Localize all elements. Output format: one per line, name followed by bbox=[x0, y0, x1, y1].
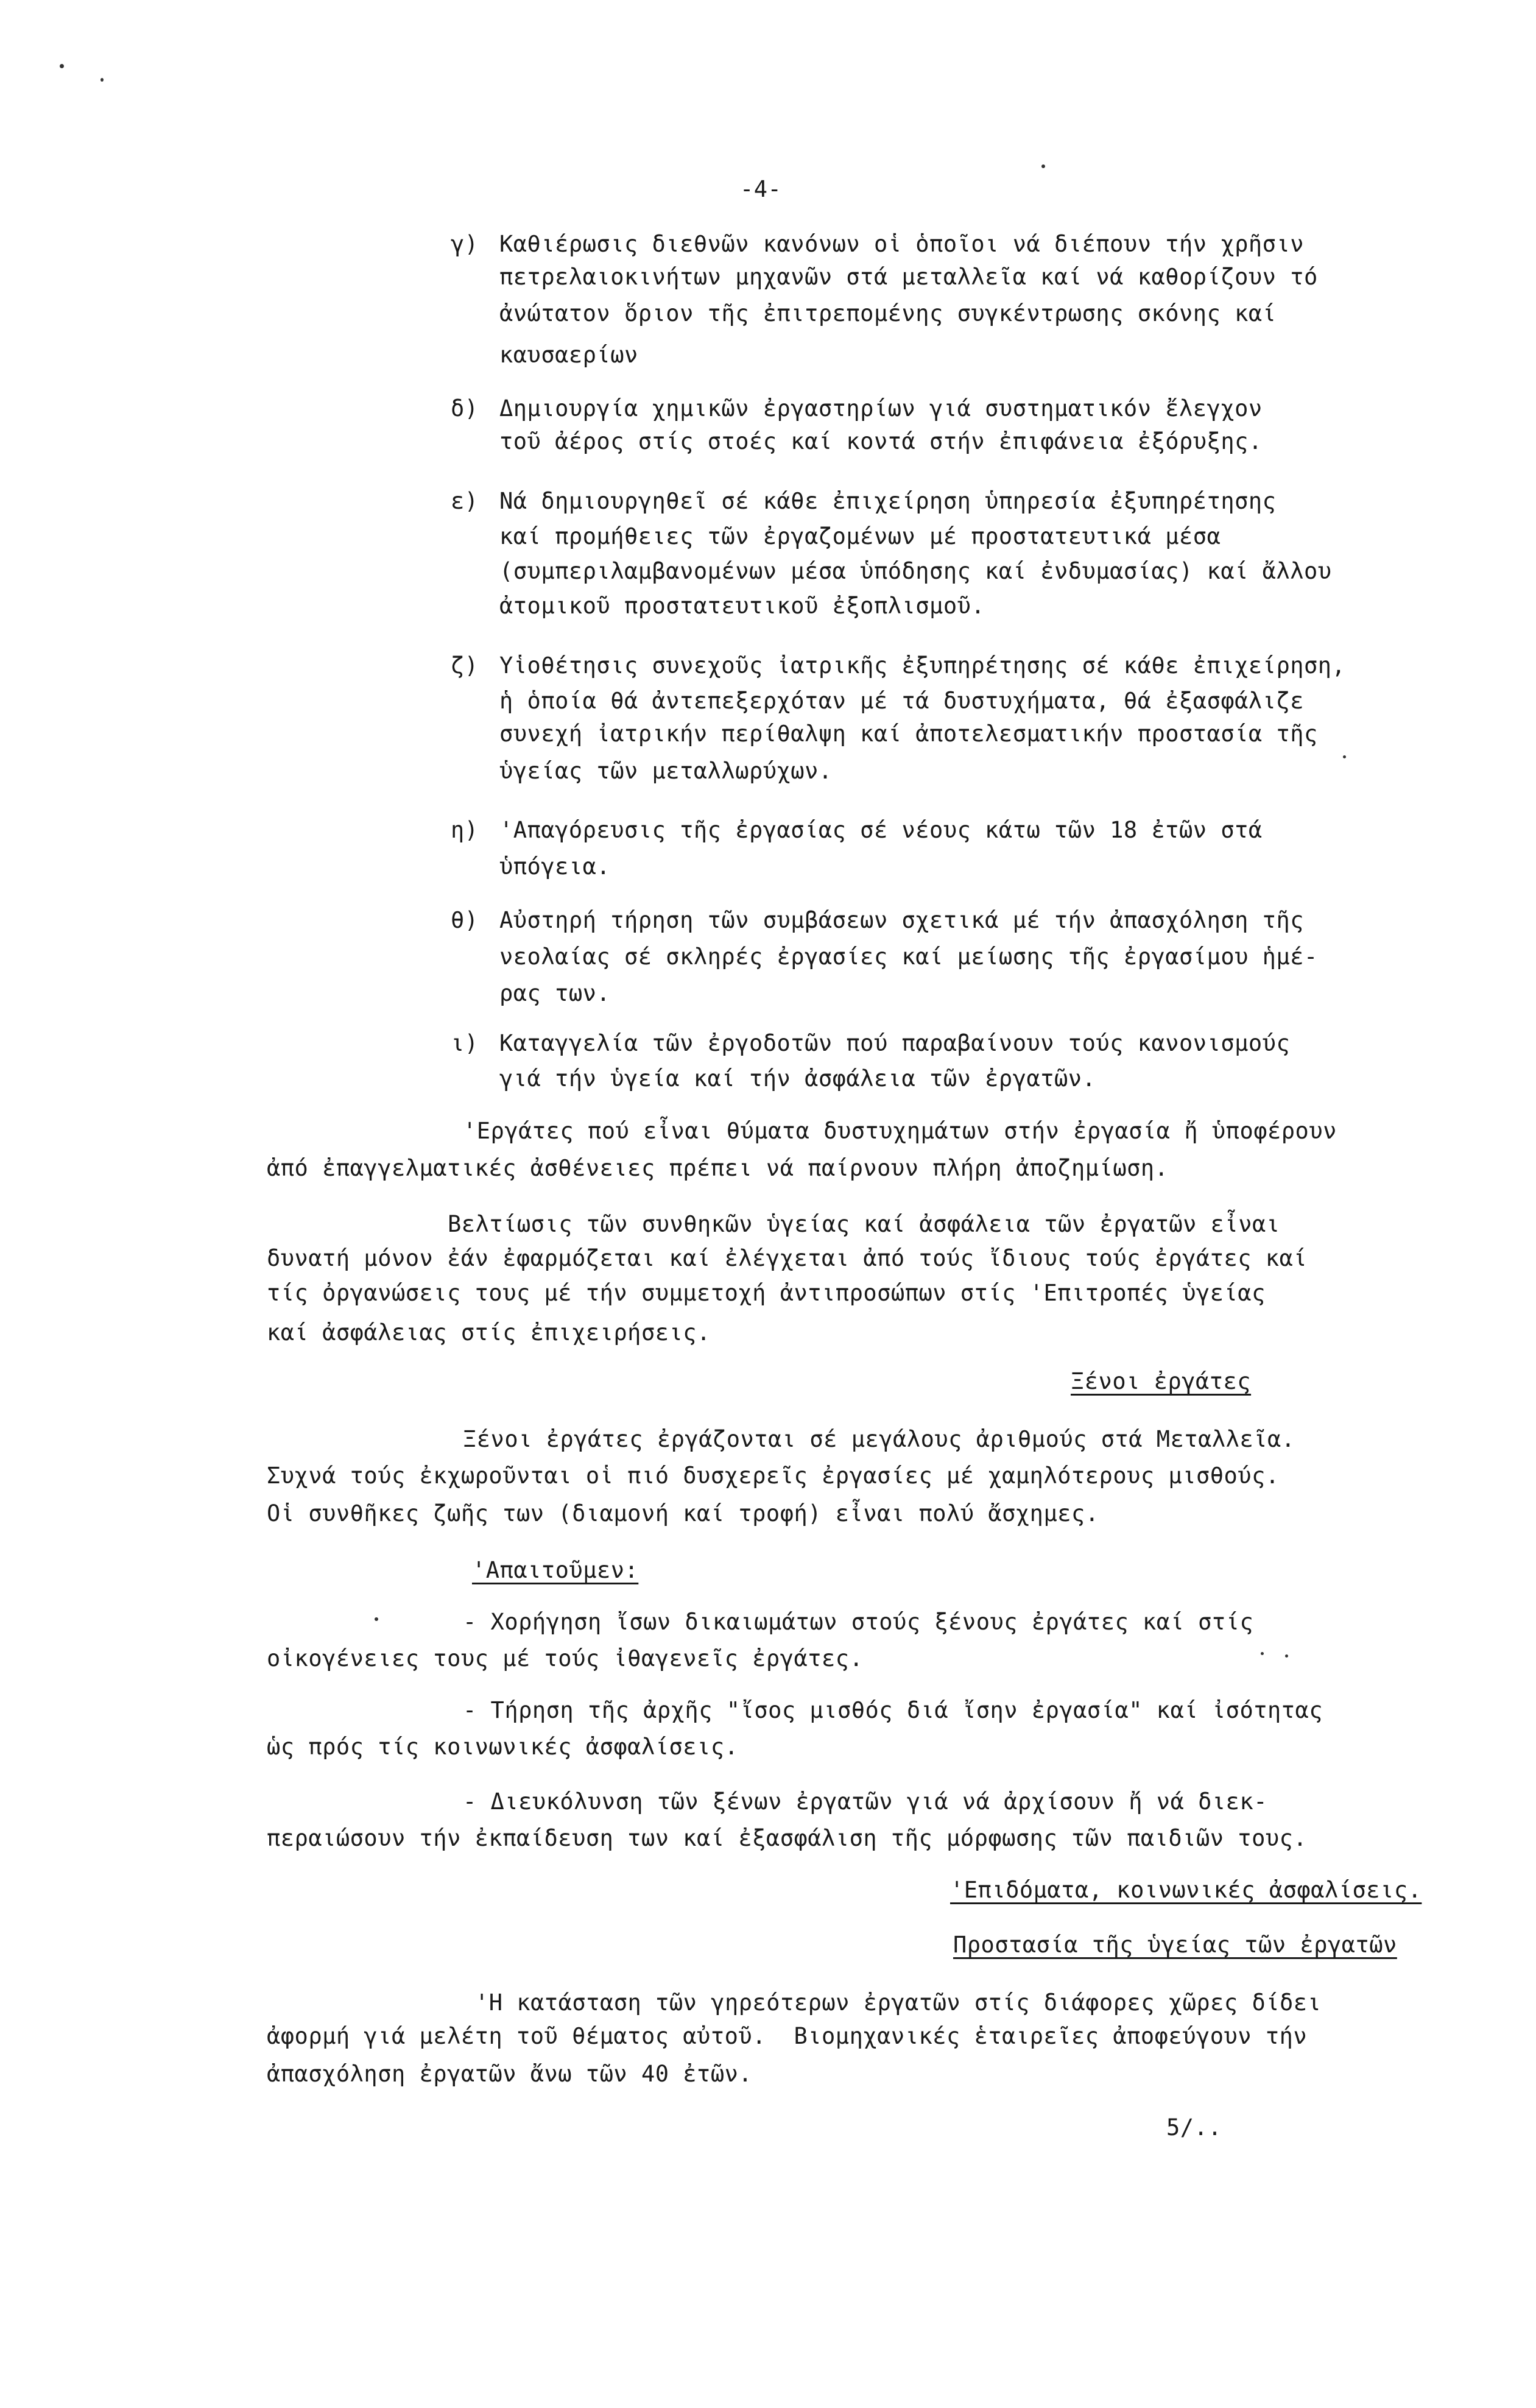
list-item-zeta-line-3: συνεχή ἰατρικήν περίθαλψη καί ἀποτελεσματικήν προστασία τῆς bbox=[499, 721, 1318, 747]
demand-2-line-2: ὡς πρός τίς κοινωνικές ἀσφαλίσεις. bbox=[267, 1734, 739, 1760]
list-item-epsilon-line-2: καί προμήθειες τῶν ἐργαζομένων μέ προστατευτικά μέσα bbox=[499, 523, 1221, 549]
heading-foreign-workers: Ξένοι ἐργάτες bbox=[1071, 1368, 1252, 1394]
paragraph-older-workers-line-3: ἀπασχόληση ἐργατῶν ἄνω τῶν 40 ἐτῶν. bbox=[267, 2061, 753, 2087]
list-item-zeta-marker: ζ) bbox=[451, 652, 479, 679]
scan-speck bbox=[1041, 164, 1045, 168]
list-item-epsilon-marker: ε) bbox=[451, 488, 479, 514]
list-item-zeta-line-4: ὑγείας τῶν μεταλλωρύχων. bbox=[499, 758, 833, 784]
paragraph-foreign-line-2: Συχνά τούς ἐκχωροῦνται οἱ πιό δυσχερεῖς ἐργασίες μέ χαμηλότερους μισθούς. bbox=[267, 1463, 1280, 1489]
paragraph-improvement-line-2: δυνατή μόνον ἐάν ἐφαρμόζεται καί ἐλέγχεται ἀπό τούς ἴδιους τούς ἐργάτες καί bbox=[267, 1245, 1308, 1271]
paragraph-older-workers-line-1: 'Η κατάσταση τῶν γηρεότερων ἐργατῶν στίς διάφορες χῶρες δίδει bbox=[475, 1990, 1322, 2016]
scan-speck bbox=[1343, 755, 1346, 758]
paragraph-improvement-line-1: Βελτίωσις τῶν συνθηκῶν ὑγείας καί ἀσφάλεια τῶν ἐργατῶν εἶναι bbox=[448, 1211, 1280, 1237]
demand-2-line-1: - Τήρηση τῆς ἀρχῆς "ἴσος μισθός διά ἴσην ἐργασία" καί ἰσότητας bbox=[463, 1697, 1323, 1723]
list-item-theta-marker: θ) bbox=[451, 907, 479, 933]
heading-demands: 'Απαιτοῦμεν: bbox=[472, 1557, 639, 1583]
demand-3-line-1: - Διευκόλυνση τῶν ξένων ἐργατῶν γιά νά ἀρχίσουν ἤ νά διεκ- bbox=[463, 1788, 1268, 1815]
paragraph-compensation-line-2: ἀπό ἐπαγγελματικές ἀσθένειες πρέπει νά παίρνουν πλήρη ἀποζημίωση. bbox=[267, 1155, 1169, 1181]
continuation-marker: 5/.. bbox=[1166, 2114, 1222, 2141]
list-item-theta-line-1: Αὐστηρή τήρηση τῶν συμβάσεων σχετικά μέ τήν ἀπασχόληση τῆς bbox=[499, 907, 1305, 933]
demand-3-line-2: περαιώσουν τήν ἐκπαίδευση των καί ἐξασφάλιση τῆς μόρφωσης τῶν παιδιῶν τους. bbox=[267, 1825, 1308, 1851]
page-number: -4- bbox=[740, 176, 782, 202]
list-item-gamma-line-4: καυσαερίων bbox=[499, 342, 638, 368]
list-item-theta-line-3: ρας των. bbox=[499, 980, 611, 1006]
paragraph-improvement-line-4: καί ἀσφάλειας στίς ἐπιχειρήσεις. bbox=[267, 1319, 711, 1346]
heading-health-protection: Προστασία τῆς ὑγείας τῶν ἐργατῶν bbox=[953, 1932, 1397, 1958]
demand-1-line-2: οἰκογένειες τους μέ τούς ἰθαγενεῖς ἐργάτες. bbox=[267, 1645, 864, 1672]
paragraph-compensation-line-1: 'Εργάτες πού εἶναι θύματα δυστυχημάτων στήν ἐργασία ἤ ὑποφέρουν bbox=[463, 1118, 1337, 1144]
scan-speck bbox=[100, 78, 104, 82]
list-item-iota-marker: ι) bbox=[451, 1030, 479, 1056]
list-item-gamma-marker: γ) bbox=[451, 231, 479, 257]
list-item-eta-line-2: ὑπόγεια. bbox=[499, 853, 611, 880]
list-item-delta-line-1: Δημιουργία χημικῶν ἐργαστηρίων γιά συστηματικόν ἔλεγχον bbox=[499, 395, 1263, 422]
paragraph-foreign-line-3: Οἱ συνθῆκες ζωῆς των (διαμονή καί τροφή) εἶναι πολύ ἄσχημες. bbox=[267, 1500, 1099, 1527]
scan-speck bbox=[375, 1617, 378, 1621]
list-item-epsilon-line-4: ἀτομικοῦ προστατευτικοῦ ἐξοπλισμοῦ. bbox=[499, 593, 985, 619]
scan-speck bbox=[60, 64, 64, 68]
list-item-theta-line-2: νεολαίας σέ σκληρές ἐργασίες καί μείωσης τῆς ἐργασίμου ἡμέ- bbox=[499, 944, 1318, 970]
list-item-iota-line-2: γιά τήν ὑγεία καί τήν ἀσφάλεια τῶν ἐργατῶν. bbox=[499, 1065, 1096, 1092]
list-item-epsilon-line-3: (συμπεριλαμβανομένων μέσα ὑπόδησης καί ἐνδυμασίας) καί ἄλλου bbox=[499, 558, 1332, 584]
list-item-gamma-line-1: Καθιέρωσις διεθνῶν κανόνων οἱ ὁποῖοι νά διέπουν τήν χρῆσιν bbox=[499, 231, 1305, 257]
list-item-iota-line-1: Καταγγελία τῶν ἐργοδοτῶν πού παραβαίνουν τούς κανονισμούς bbox=[499, 1030, 1291, 1056]
list-item-delta-line-2: τοῦ ἀέρος στίς στοές καί κοντά στήν ἐπιφάνεια ἐξόρυξης. bbox=[499, 428, 1263, 454]
list-item-delta-marker: δ) bbox=[451, 395, 479, 422]
heading-benefits: 'Επιδόματα, κοινωνικές ἀσφαλίσεις. bbox=[950, 1877, 1422, 1903]
paragraph-older-workers-line-2: ἀφορμή γιά μελέτη τοῦ θέματος αὐτοῦ. Βιομηχανικές ἑταιρεῖες ἀποφεύγουν τήν bbox=[267, 2023, 1308, 2049]
paragraph-improvement-line-3: τίς ὀργανώσεις τους μέ τήν συμμετοχή ἀντιπροσώπων στίς 'Επιτροπές ὑγείας bbox=[267, 1280, 1266, 1306]
list-item-zeta-line-1: Υἱοθέτησις συνεχοῦς ἰατρικῆς ἐξυπηρέτησης σέ κάθε ἐπιχείρηση, bbox=[499, 652, 1346, 679]
scan-speck bbox=[1285, 1654, 1288, 1658]
list-item-eta-marker: η) bbox=[451, 817, 479, 843]
list-item-eta-line-1: 'Απαγόρευσις τῆς ἐργασίας σέ νέους κάτω τῶν 18 ἐτῶν στά bbox=[499, 817, 1263, 843]
paragraph-foreign-line-1: Ξένοι ἐργάτες ἐργάζονται σέ μεγάλους ἀριθμούς στά Μεταλλεῖα. bbox=[463, 1426, 1295, 1452]
list-item-gamma-line-2: πετρελαιοκινήτων μηχανῶν στά μεταλλεῖα καί νά καθορίζουν τό bbox=[499, 264, 1318, 290]
scan-speck bbox=[1261, 1652, 1264, 1655]
list-item-gamma-line-3: ἀνώτατον ὅριον τῆς ἐπιτρεπομένης συγκέντρωσης σκόνης καί bbox=[499, 300, 1277, 327]
list-item-zeta-line-2: ἡ ὁποία θά ἀντεπεξερχόταν μέ τά δυστυχήματα, θά ἐξασφάλιζε bbox=[499, 688, 1305, 714]
list-item-epsilon-line-1: Νά δημιουργηθεῖ σέ κάθε ἐπιχείρηση ὑπηρεσία ἐξυπηρέτησης bbox=[499, 488, 1277, 514]
demand-1-line-1: - Χορήγηση ἴσων δικαιωμάτων στούς ξένους ἐργάτες καί στίς bbox=[463, 1609, 1254, 1635]
